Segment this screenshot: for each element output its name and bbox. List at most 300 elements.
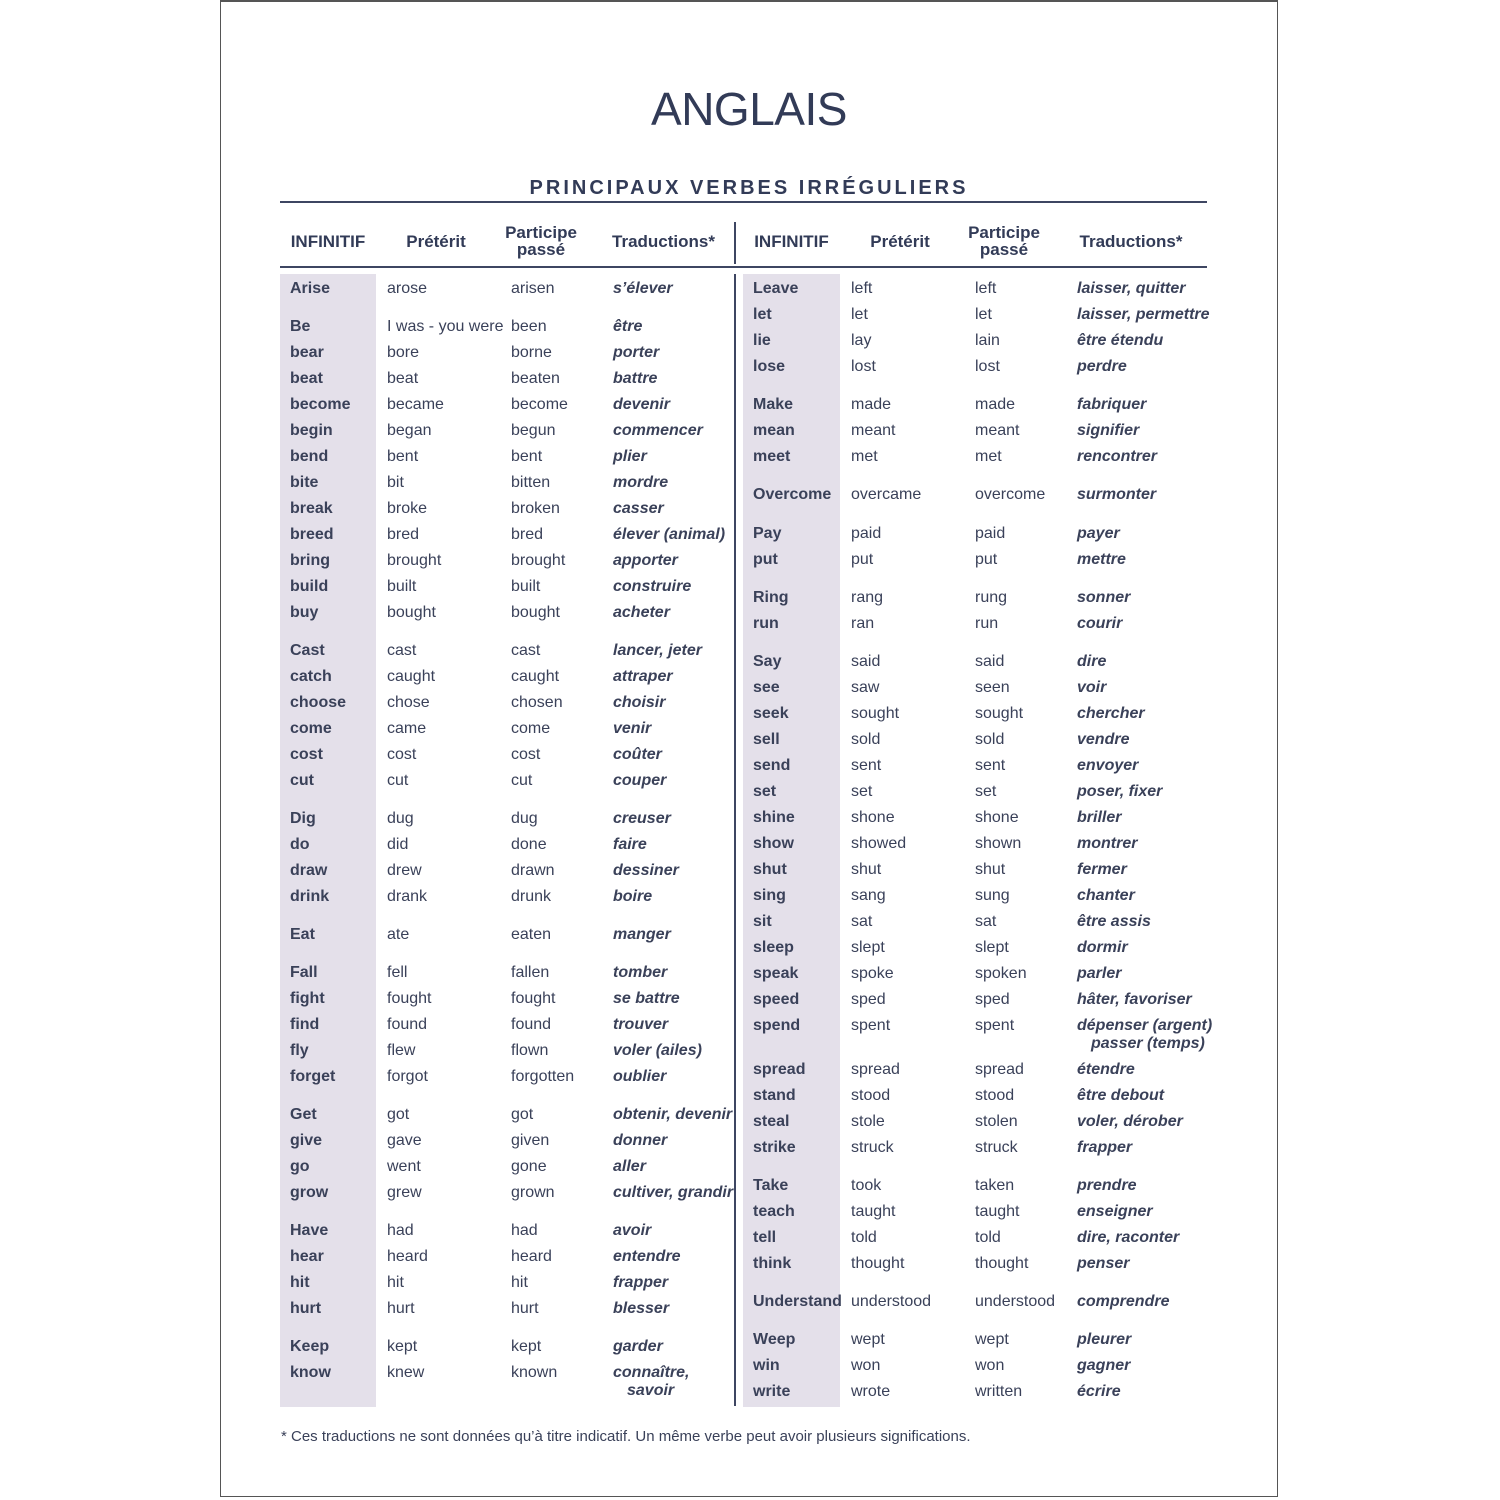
verb-past-participle: cast <box>511 642 541 659</box>
verb-past-participle: sat <box>975 913 997 930</box>
verb-infinitive: know <box>290 1364 331 1381</box>
verb-infinitive: choose <box>290 694 347 711</box>
verb-infinitive: mean <box>753 422 795 439</box>
verb-past-participle: stood <box>975 1087 1015 1104</box>
verb-translation: être assis <box>1077 913 1151 930</box>
verb-preterit: lay <box>851 332 872 349</box>
verb-preterit: had <box>387 1222 414 1239</box>
verb-infinitive: give <box>290 1132 323 1149</box>
verb-past-participle: bought <box>511 604 560 621</box>
verb-preterit: let <box>851 306 868 323</box>
verb-translation: être debout <box>1077 1087 1165 1104</box>
verb-infinitive: grow <box>290 1184 329 1201</box>
verb-preterit: put <box>851 551 874 568</box>
verb-infinitive: become <box>290 396 351 413</box>
verb-translation: vendre <box>1077 731 1130 748</box>
verb-past-participle: brought <box>511 552 566 569</box>
verb-past-participle: lain <box>975 332 1000 349</box>
verb-preterit: left <box>851 280 873 297</box>
verb-past-participle: eaten <box>511 926 552 943</box>
verb-infinitive: sell <box>753 731 780 748</box>
verb-past-participle: paid <box>975 525 1006 542</box>
verb-past-participle: struck <box>975 1139 1018 1156</box>
verb-preterit: sat <box>851 913 873 930</box>
verb-infinitive: shine <box>753 809 795 826</box>
verb-past-participle: left <box>975 280 997 297</box>
verb-infinitive: bend <box>290 448 329 465</box>
verb-infinitive: beat <box>290 370 323 387</box>
verb-infinitive: Make <box>753 396 794 413</box>
verb-translation: briller <box>1077 809 1122 826</box>
verb-past-participle: met <box>975 448 1002 465</box>
verb-past-participle: let <box>975 306 992 323</box>
verb-past-participle: sent <box>975 757 1006 774</box>
verb-preterit: I was - you were <box>387 318 504 335</box>
verb-past-participle: taught <box>975 1203 1020 1220</box>
verb-translation: sonner <box>1077 589 1131 606</box>
verb-infinitive: see <box>753 679 780 696</box>
verb-translation: chanter <box>1077 887 1135 904</box>
verb-infinitive: forget <box>290 1068 336 1085</box>
page-title: ANGLAIS <box>651 83 847 135</box>
verb-past-participle: sped <box>975 991 1010 1008</box>
verb-infinitive: Get <box>290 1106 317 1123</box>
verb-preterit: heard <box>387 1248 428 1265</box>
verb-preterit: taught <box>851 1203 896 1220</box>
verb-infinitive: come <box>290 720 332 737</box>
header-divider <box>280 266 1207 268</box>
verb-infinitive: sit <box>753 913 772 930</box>
verb-translation: dire, raconter <box>1077 1229 1180 1246</box>
verb-translation: tomber <box>613 964 668 981</box>
verb-past-participle: slept <box>975 939 1009 956</box>
verb-infinitive: fight <box>290 990 325 1007</box>
verb-past-participle: sold <box>975 731 1005 748</box>
verb-translation: fermer <box>1077 861 1127 878</box>
verb-past-participle: told <box>975 1229 1001 1246</box>
verb-preterit: met <box>851 448 878 465</box>
verb-past-participle: lost <box>975 358 1000 375</box>
verb-translation: casser <box>613 500 664 517</box>
verb-infinitive: spread <box>753 1061 806 1078</box>
verb-infinitive: tell <box>753 1229 777 1246</box>
verb-preterit: ran <box>851 615 875 632</box>
verb-preterit: became <box>387 396 444 413</box>
verb-preterit: shut <box>851 861 882 878</box>
verb-preterit: sold <box>851 731 881 748</box>
verb-preterit: hurt <box>387 1300 415 1317</box>
verb-preterit: made <box>851 396 892 413</box>
verb-translation: dormir <box>1077 939 1128 956</box>
verb-translation: manger <box>613 926 671 943</box>
verb-preterit: wrote <box>851 1383 891 1400</box>
verb-preterit: built <box>387 578 417 595</box>
verb-preterit: brought <box>387 552 442 569</box>
verb-past-participle: done <box>511 836 547 853</box>
verb-translation: hâter, favoriser <box>1077 991 1192 1008</box>
verb-preterit: got <box>387 1106 410 1123</box>
verb-translation: garder <box>613 1338 663 1355</box>
verb-translation: montrer <box>1077 835 1138 852</box>
header-preterit-right: Prétérit <box>870 231 930 251</box>
verb-translation-line2: passer (temps) <box>1091 1035 1205 1052</box>
header-traductions-right: Traductions* <box>1079 231 1183 251</box>
verb-past-participle: made <box>975 396 1016 413</box>
verb-preterit: drew <box>387 862 422 879</box>
verb-infinitive: Fall <box>290 964 318 981</box>
verb-infinitive: Pay <box>753 525 782 542</box>
verb-translation: élever (animal) <box>613 526 726 543</box>
verb-infinitive: cut <box>290 772 314 789</box>
verb-infinitive: Take <box>753 1177 789 1194</box>
verb-past-participle: heard <box>511 1248 552 1265</box>
verb-preterit: fell <box>387 964 408 981</box>
verb-translation: dépenser (argent) <box>1077 1017 1213 1034</box>
verb-preterit: beat <box>387 370 419 387</box>
verb-preterit: took <box>851 1177 882 1194</box>
verb-infinitive: shut <box>753 861 787 878</box>
verb-preterit: bought <box>387 604 436 621</box>
verb-infinitive: break <box>290 500 333 517</box>
verb-infinitive: teach <box>753 1203 795 1220</box>
verb-preterit: fought <box>387 990 432 1007</box>
verb-past-participle: thought <box>975 1255 1029 1272</box>
verb-past-participle: bred <box>511 526 544 543</box>
page-subtitle: PRINCIPAUX VERBES IRRÉGULIERS <box>529 177 969 199</box>
verb-past-participle: begun <box>511 422 556 439</box>
verb-preterit: struck <box>851 1139 894 1156</box>
verb-infinitive: cost <box>290 746 323 763</box>
verb-past-participle: meant <box>975 422 1020 439</box>
verb-preterit: understood <box>851 1293 932 1310</box>
verb-preterit: stole <box>851 1113 885 1130</box>
verb-past-participle: spent <box>975 1017 1015 1034</box>
verb-infinitive: Have <box>290 1222 329 1239</box>
verb-infinitive: catch <box>290 668 332 685</box>
verb-past-participle: built <box>511 578 541 595</box>
header-infinitif-left: INFINITIF <box>290 231 366 251</box>
verb-infinitive: Dig <box>290 810 316 827</box>
verb-translation: choisir <box>613 694 666 711</box>
verb-past-participle: fallen <box>511 964 550 981</box>
verb-translation: cultiver, grandir <box>613 1184 734 1201</box>
verb-infinitive: Weep <box>753 1331 796 1348</box>
verb-infinitive: buy <box>290 604 319 621</box>
verb-preterit: shone <box>851 809 895 826</box>
verb-past-participle: won <box>975 1357 1005 1374</box>
verb-preterit: ate <box>387 926 410 943</box>
verb-translation-line2: savoir <box>627 1382 675 1399</box>
verb-infinitive: drink <box>290 888 330 905</box>
verb-infinitive: Be <box>290 318 311 335</box>
verb-translation: connaître, <box>613 1364 690 1381</box>
verb-infinitive: find <box>290 1016 320 1033</box>
verb-past-participle: gone <box>511 1158 547 1175</box>
verb-infinitive: Arise <box>290 280 331 297</box>
verb-translation: coûter <box>613 746 662 763</box>
verb-translation: chercher <box>1077 705 1145 722</box>
verb-preterit: sought <box>851 705 900 722</box>
document-page <box>220 0 1278 1497</box>
verb-translation: venir <box>613 720 652 737</box>
verb-translation: commencer <box>613 422 703 439</box>
verb-translation: se battre <box>613 990 680 1007</box>
verb-preterit: said <box>851 653 881 670</box>
verb-translation: voler (ailes) <box>613 1042 702 1059</box>
verb-infinitive: spend <box>753 1017 801 1034</box>
verb-past-participle: cut <box>511 772 533 789</box>
verb-translation: payer <box>1077 525 1120 542</box>
verb-past-participle: understood <box>975 1293 1056 1310</box>
verb-preterit: sang <box>851 887 886 904</box>
verb-infinitive: go <box>290 1158 310 1175</box>
verb-past-participle: rung <box>975 589 1008 606</box>
verb-preterit: hit <box>387 1274 404 1291</box>
verb-preterit: drank <box>387 888 428 905</box>
verb-past-participle: overcome <box>975 486 1046 503</box>
table-header <box>221 216 1279 266</box>
verb-preterit: forgot <box>387 1068 428 1085</box>
verb-translation: frapper <box>1077 1139 1133 1156</box>
verb-past-participle: bent <box>511 448 543 465</box>
verb-preterit: showed <box>851 835 907 852</box>
header-preterit-left: Prétérit <box>406 231 466 251</box>
verb-past-participle: found <box>511 1016 552 1033</box>
verb-past-participle: given <box>511 1132 550 1149</box>
verb-preterit: meant <box>851 422 896 439</box>
verb-preterit: went <box>387 1158 421 1175</box>
verb-infinitive: lie <box>753 332 771 349</box>
verb-preterit: slept <box>851 939 885 956</box>
verb-infinitive: Overcome <box>753 486 832 503</box>
verb-translation: obtenir, devenir <box>613 1106 733 1123</box>
verb-past-participle: forgotten <box>511 1068 575 1085</box>
verb-infinitive: run <box>753 615 779 632</box>
verb-past-participle: caught <box>511 668 560 685</box>
verb-infinitive: hear <box>290 1248 324 1265</box>
verb-preterit: cost <box>387 746 417 763</box>
verb-translation: acheter <box>613 604 670 621</box>
header-column-separator <box>734 222 736 264</box>
verb-translation: attraper <box>613 668 673 685</box>
top-divider <box>280 201 1207 203</box>
verb-infinitive: sleep <box>753 939 794 956</box>
verb-translation: couper <box>613 772 667 789</box>
verb-infinitive: bring <box>290 552 330 569</box>
verb-translation: fabriquer <box>1077 396 1147 413</box>
verb-translation: devenir <box>613 396 670 413</box>
verb-past-participle: broken <box>511 500 560 517</box>
verb-preterit: cast <box>387 642 417 659</box>
header-participe-left: Participe passé <box>505 223 577 259</box>
verb-past-participle: got <box>511 1106 534 1123</box>
verb-past-participle: shown <box>975 835 1022 852</box>
verb-past-participle: put <box>975 551 998 568</box>
body-column-separator <box>734 274 736 1406</box>
verb-infinitive: Understand <box>753 1293 842 1310</box>
verb-infinitive: draw <box>290 862 328 879</box>
verb-past-participle: taken <box>975 1177 1015 1194</box>
verb-infinitive: hit <box>290 1274 310 1291</box>
verb-infinitive: think <box>753 1255 792 1272</box>
verb-past-participle: flown <box>511 1042 549 1059</box>
verb-translation: oublier <box>613 1068 667 1085</box>
verb-preterit: bent <box>387 448 419 465</box>
verb-preterit: cut <box>387 772 409 789</box>
verb-preterit: spoke <box>851 965 894 982</box>
verb-past-participle: stolen <box>975 1113 1018 1130</box>
verb-past-participle: fought <box>511 990 556 1007</box>
verb-past-participle: come <box>511 720 551 737</box>
verb-preterit: bred <box>387 526 420 543</box>
verb-translation: être étendu <box>1077 332 1164 349</box>
verb-translation: enseigner <box>1077 1203 1153 1220</box>
verb-translation: lancer, jeter <box>613 642 702 659</box>
verb-infinitive: Leave <box>753 280 799 297</box>
verb-preterit: dug <box>387 810 414 827</box>
verb-translation: dire <box>1077 653 1107 670</box>
verb-preterit: bore <box>387 344 420 361</box>
verb-translation: laisser, permettre <box>1077 306 1210 323</box>
verb-translation: comprendre <box>1077 1293 1170 1310</box>
verb-translation: poser, fixer <box>1077 783 1163 800</box>
verb-preterit: lost <box>851 358 876 375</box>
verb-preterit: sped <box>851 991 886 1008</box>
verb-preterit: won <box>851 1357 881 1374</box>
verb-infinitive: fly <box>290 1042 309 1059</box>
verb-infinitive: win <box>753 1357 780 1374</box>
verb-preterit: caught <box>387 668 436 685</box>
verb-past-participle: run <box>975 615 999 632</box>
verb-infinitive: let <box>753 306 772 323</box>
verb-infinitive: Eat <box>290 926 315 943</box>
verb-preterit: broke <box>387 500 428 517</box>
verb-preterit: set <box>851 783 873 800</box>
verb-translation: s’élever <box>613 280 673 297</box>
verb-preterit: stood <box>851 1087 891 1104</box>
verb-translation: gagner <box>1077 1357 1131 1374</box>
verb-preterit: arose <box>387 280 428 297</box>
header-infinitif-right: INFINITIF <box>754 231 829 251</box>
verb-infinitive: build <box>290 578 329 595</box>
verb-translation: blesser <box>613 1300 670 1317</box>
verb-translation: trouver <box>613 1016 669 1033</box>
verb-translation: porter <box>613 344 660 361</box>
verb-infinitive: breed <box>290 526 334 543</box>
verb-preterit: began <box>387 422 432 439</box>
verb-infinitive: strike <box>753 1139 796 1156</box>
verb-infinitive: begin <box>290 422 333 439</box>
verb-preterit: spread <box>851 1061 900 1078</box>
verb-translation: perdre <box>1077 358 1127 375</box>
verb-past-participle: chosen <box>511 694 563 711</box>
verb-preterit: told <box>851 1229 877 1246</box>
verb-past-participle: kept <box>511 1338 542 1355</box>
verb-translation: entendre <box>613 1248 681 1265</box>
verb-translation: courir <box>1077 615 1123 632</box>
verb-infinitive: stand <box>753 1087 796 1104</box>
verb-past-participle: hit <box>511 1274 528 1291</box>
verb-infinitive: Keep <box>290 1338 330 1355</box>
verb-translation: penser <box>1077 1255 1130 1272</box>
verb-past-participle: spread <box>975 1061 1024 1078</box>
verb-preterit: bit <box>387 474 404 491</box>
verb-past-participle: arisen <box>511 280 555 297</box>
verb-preterit: spent <box>851 1017 891 1034</box>
verb-past-participle: bitten <box>511 474 551 491</box>
verb-translation: creuser <box>613 810 671 827</box>
verb-infinitive: speak <box>753 965 799 982</box>
verb-preterit: came <box>387 720 427 737</box>
verb-infinitive: hurt <box>290 1300 322 1317</box>
verb-translation: frapper <box>613 1274 669 1291</box>
header-traductions-left: Traductions* <box>612 231 715 251</box>
verb-past-participle: shone <box>975 809 1019 826</box>
verb-preterit: knew <box>387 1364 425 1381</box>
verb-infinitive: set <box>753 783 777 800</box>
verb-infinitive: do <box>290 836 310 853</box>
verb-translation: mettre <box>1077 551 1126 568</box>
verb-past-participle: cost <box>511 746 541 763</box>
verb-translation: voler, dérober <box>1077 1113 1183 1130</box>
verb-translation: donner <box>613 1132 668 1149</box>
verb-translation: boire <box>613 888 653 905</box>
verb-past-participle: set <box>975 783 997 800</box>
verb-infinitive: put <box>753 551 778 568</box>
verb-infinitive: send <box>753 757 791 774</box>
verb-translation: apporter <box>613 552 678 569</box>
verb-past-participle: grown <box>511 1184 555 1201</box>
verb-preterit: overcame <box>851 486 922 503</box>
verb-past-participle: become <box>511 396 568 413</box>
verb-preterit: thought <box>851 1255 905 1272</box>
verb-preterit: chose <box>387 694 430 711</box>
verb-infinitive: write <box>753 1383 791 1400</box>
header-participe-right: Participe passé <box>968 223 1040 259</box>
verb-preterit: paid <box>851 525 882 542</box>
verb-infinitive: Say <box>753 653 782 670</box>
verb-infinitive: speed <box>753 991 800 1008</box>
verb-preterit: flew <box>387 1042 416 1059</box>
verb-translation: laisser, quitter <box>1077 280 1186 297</box>
verb-past-participle: written <box>975 1383 1023 1400</box>
verb-preterit: gave <box>387 1132 422 1149</box>
verb-translation: construire <box>613 578 692 595</box>
verb-translation: rencontrer <box>1077 448 1158 465</box>
verb-past-participle: spoken <box>975 965 1027 982</box>
verb-infinitive: bite <box>290 474 319 491</box>
verb-preterit: rang <box>851 589 884 606</box>
footnote: * Ces traductions ne sont données qu’à titre indicatif. Un même verbe peut avoir plusieurs significations. <box>281 1428 971 1445</box>
verb-translation: aller <box>613 1158 646 1175</box>
verb-translation: être <box>613 318 643 335</box>
verb-preterit: found <box>387 1016 428 1033</box>
verb-preterit: wept <box>851 1331 885 1348</box>
verb-translation: plier <box>613 448 647 465</box>
verb-infinitive: lose <box>753 358 786 375</box>
verb-translation: prendre <box>1077 1177 1137 1194</box>
verb-past-participle: borne <box>511 344 552 361</box>
verb-infinitive: Cast <box>290 642 325 659</box>
verb-past-participle: sought <box>975 705 1024 722</box>
verb-translation: dessiner <box>613 862 679 879</box>
verb-translation: avoir <box>613 1222 652 1239</box>
verb-translation: mordre <box>613 474 669 491</box>
verb-past-participle: been <box>511 318 547 335</box>
verb-preterit: kept <box>387 1338 418 1355</box>
verb-translation: voir <box>1077 679 1107 696</box>
verb-translation: pleurer <box>1077 1331 1132 1348</box>
